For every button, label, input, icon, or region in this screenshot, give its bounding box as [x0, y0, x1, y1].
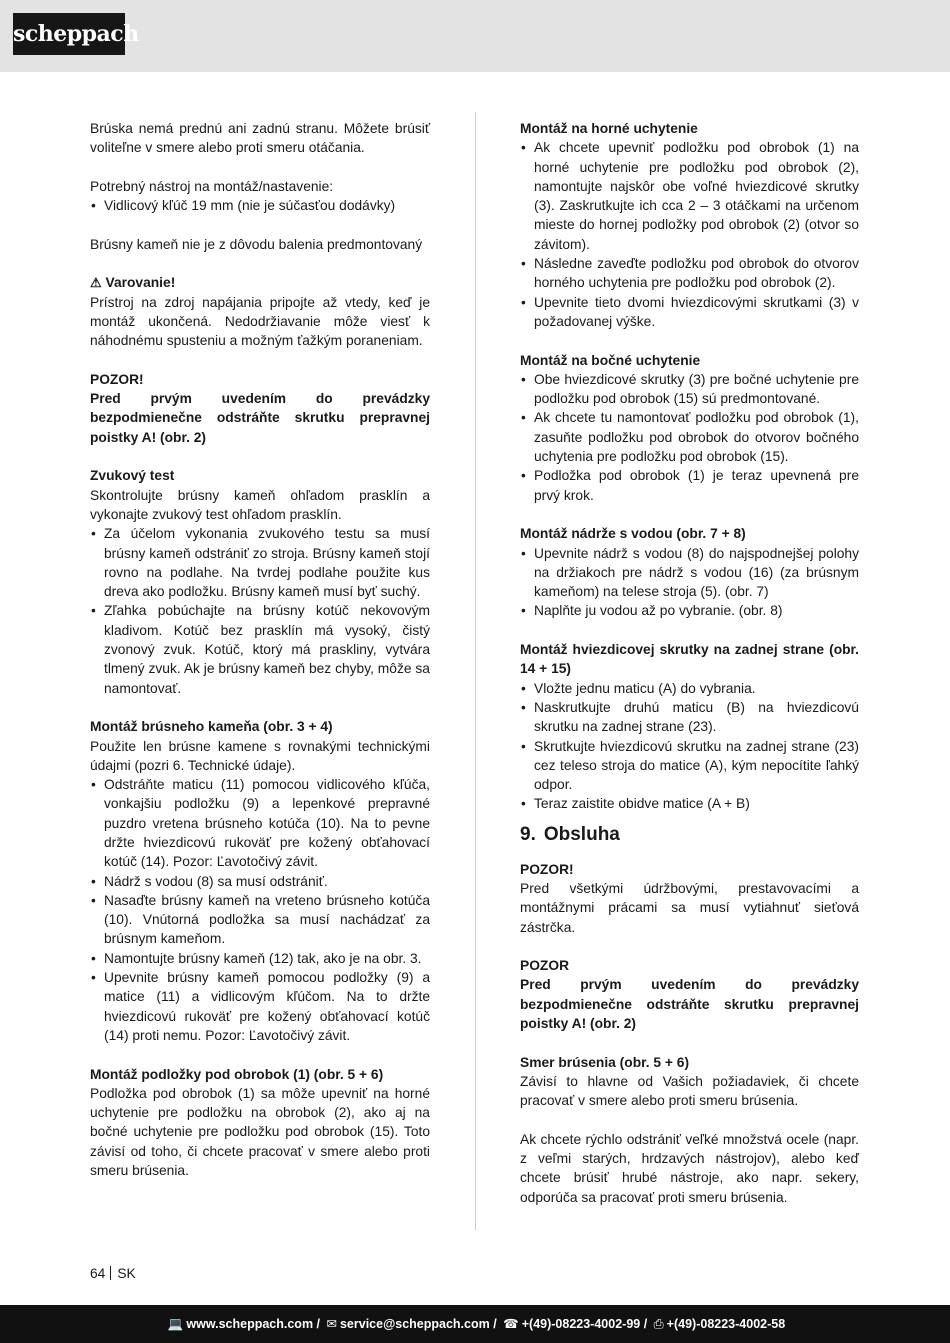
intro-paragraph: Brúska nemá prednú ani zadnú stranu. Môžete brúsiť voliteľne v smere alebo proti smeru otáčania. [90, 121, 430, 156]
sound-test-list [90, 524, 430, 698]
list-item: • Následne zaveďte podložku pod obrobok do otvorov horného uchytenia pre podložku pod obrobok (2). [520, 254, 859, 293]
header-bar [0, 0, 950, 72]
fax-icon: ⎙ [653, 1317, 664, 1331]
list-item: • Upevnite brúsny kameň pomocou podložky (9) a matice (11) a vidlicovým kľúčom. Na to držte hviezdicovú rukoväť pre kožený obťahovací kotúč (14) proti nemu. Pozor: Ľavotočivý závit. [90, 968, 430, 1045]
tank-list [520, 544, 859, 621]
pozor-text: Pred prvým uvedením do prevádzky bezpodmienečne odstráňte skrutku prepravnej poistky A! (obr. 2) [520, 977, 859, 1032]
sound-test-text: Skontrolujte brúsny kameň ohľadom prasklín a vykonajte zvukový test ohľadom prasklín. [90, 487, 430, 522]
mount-base-heading: Montáž podložky pod obrobok (1) (obr. 5 + 6) [90, 1066, 384, 1082]
list-item: • Nádrž s vodou (8) sa musí odstrániť. [90, 872, 430, 891]
tools-list [90, 196, 430, 215]
screw-heading: Montáž hviezdicovej skrutky na zadnej strane (obr. 14 + 15) [520, 642, 859, 677]
mail-icon: ✉ [326, 1317, 337, 1331]
mount-base-text: Podložka pod obrobok (1) sa môže upevniť na horné uchytenie pre podložku na obrobok (2), ako aj na bočné uchytenie pre podložku pod obrobok (15). Toto závisí od toho, či chcete pracovať v smere alebo proti smeru brúsenia. [90, 1085, 430, 1179]
side-mount-list [520, 370, 859, 505]
warning-heading: ⚠ Varovanie! [90, 275, 176, 291]
section-title: Obsluha [543, 823, 620, 845]
pozor-text: Pred všetkými údržbovými, prestavovacími a montážnymi prácami sa musí vytiahnuť sieťová zástrčka. [520, 880, 859, 935]
page-number: 64 SK [90, 1266, 136, 1281]
tools-intro: Potrebný nástroj na montáž/nastavenie: [90, 178, 334, 194]
right-column [520, 119, 859, 1207]
column-divider [475, 112, 476, 1230]
sound-test-heading: Zvukový test [90, 468, 175, 484]
list-item: • Odstráňte maticu (11) pomocou vidlicového kľúča, vonkajšiu podložku (9) a lepenkové prepravné puzdro vretena brúsneho kotúča (10). Na to pevne držte hviezdicovú rukoväť pre kožený obťahovací kotúč (14). Pozor: Ľavotočivý závit. [90, 775, 430, 871]
list-item: • Upevnite nádrž s vodou (8) do najspodnejšej polohy na držiakoch pre nádrž s vodou (16) (za brúsnym kameňom) na telese stroja (5). (obr. 7) [520, 544, 859, 602]
list-item: • Obe hviezdicové skrutky (3) pre bočné uchytenie pre podložku pod obrobok (15) sú predmontované. [520, 370, 859, 409]
list-item: • Upevnite tieto dvomi hviezdicovými skrutkami (3) v požadovanej výške. [520, 293, 859, 332]
brand-logo: scheppach [13, 13, 125, 55]
list-item: • Naskrutkujte druhú maticu (B) na hviezdicovú skrutku na zadnej strane (23). [520, 698, 859, 737]
side-mount-heading: Montáž na bočné uchytenie [520, 352, 701, 368]
section-number: 9. [520, 823, 536, 845]
list-item: • Teraz zaistite obidve matice (A + B) [520, 794, 859, 813]
warning-icon: ⚠ [90, 275, 102, 291]
list-item: • Naplňte ju vodou až po vybranie. (obr. 8) [520, 601, 859, 620]
direction-text: Závisí to hlavne od Vašich požiadaviek, či chcete pracovať v smere alebo proti smeru brúsenia. [520, 1073, 859, 1109]
left-column [90, 119, 430, 1180]
warning-text: Prístroj na zdroj napájania pripojte až vtedy, keď je montáž ukončená. Nedodržiavanie môže viesť k náhodnému spusteniu a možným ťažkým poraneniam. [90, 294, 430, 349]
pozor-text: Pred prvým uvedením do prevádzky bezpodmienečne odstráňte skrutku prepravnej poistky A! (obr. 2) [90, 391, 430, 445]
top-mount-list [520, 138, 859, 331]
footer-email: service@scheppach.com [339, 1317, 490, 1331]
pozor-heading: POZOR! [520, 861, 574, 877]
list-item: • Vidlicový kľúč 19 mm (nie je súčasťou dodávky) [90, 196, 430, 215]
list-item: • Namontujte brúsny kameň (12) tak, ako je na obr. 3. [90, 949, 430, 968]
list-item: • Vložte jednu maticu (A) do vybrania. [520, 679, 859, 698]
mount-stone-list [90, 775, 430, 1045]
direction-text-2: Ak chcete rýchlo odstrániť veľké množstvá ocele (napr. z veľmi starých, hrdzavých nástrojov), alebo keď chcete brúsiť hrubé nástroje, ako napr. sekery, odporúča sa pracovať proti smeru brúsenia. [520, 1131, 859, 1205]
footer-fax: +(49)-08223-4002-58 [666, 1317, 786, 1331]
footer-phone: +(49)-08223-4002-99 [521, 1317, 641, 1331]
section-heading [520, 822, 859, 848]
tank-heading: Montáž nádrže s vodou (obr. 7 + 8) [520, 526, 746, 542]
stone-note: Brúsny kameň nie je z dôvodu balenia predmontovaný [90, 236, 423, 252]
list-item: • Zľahka pobúchajte na brúsny kotúč nekovovým kladivom. Kotúč bez prasklín má vysoký, čistý zvonový zvuk. Kotúč, ktorý má praskliny, vytvára tlmený zvuk. Ak je brúsny kameň bez chyby, môže sa namontovať. [90, 601, 430, 697]
pozor-heading: POZOR! [90, 371, 144, 387]
screw-list [520, 679, 859, 814]
mount-stone-heading: Montáž brúsneho kameňa (obr. 3 + 4) [90, 719, 333, 735]
list-item: • Podložka pod obrobok (1) je teraz upevnená pre prvý krok. [520, 466, 859, 505]
list-item: • Ak chcete upevniť podložku pod obrobok (1) na horné uchytenie pre podložku pod obrobok (2), namontujte najskôr obe voľné hviezdicové skrutky (3). Zaskrutkujte ich cca 2 – 3 otáčkami na určenom mieste do hornej podložky pod obrobok (2) (otvor so závitom). [520, 138, 859, 254]
footer-web: www.scheppach.com [186, 1317, 314, 1331]
top-mount-heading: Montáž na horné uchytenie [520, 121, 698, 136]
list-item: • Nasaďte brúsny kameň na vreteno brúsneho kotúča (10). Vnútorná podložka sa musí nachádzať za brúsnym kameňom. [90, 891, 430, 949]
computer-icon: 💻 [167, 1317, 184, 1331]
phone-icon: ☎ [503, 1317, 519, 1331]
list-item: • Za účelom vykonania zvukového testu sa musí brúsny kameň odstrániť zo stroja. Brúsny kameň stojí rovno na podlahe. Na tvrdej podlahe použite kus dreva ako podložku. Brúsny kameň musí byť suchý. [90, 524, 430, 601]
mount-stone-text: Použite len brúsne kamene s rovnakými technickými údajmi (pozri 6. Technické údaje). [90, 738, 430, 773]
list-item: • Ak chcete tu namontovať podložku pod obrobok (1), zasuňte podložku pod obrobok do otvorov bočného uchytenia pre podložku pod obrobok (15). [520, 408, 859, 466]
direction-heading: Smer brúsenia (obr. 5 + 6) [520, 1054, 690, 1070]
footer-bar: 💻 www.scheppach.com / ✉ service@scheppach.com / ☎ +(49)-08223-4002-99 / ⎙ +(49)-08223-4002-58 [0, 1305, 950, 1343]
pozor-heading: POZOR [520, 958, 570, 974]
list-item: • Skrutkujte hviezdicovú skrutku na zadnej strane (23) cez teleso stroja do matice (A), kým nepocítite ľahký odpor. [520, 737, 859, 795]
